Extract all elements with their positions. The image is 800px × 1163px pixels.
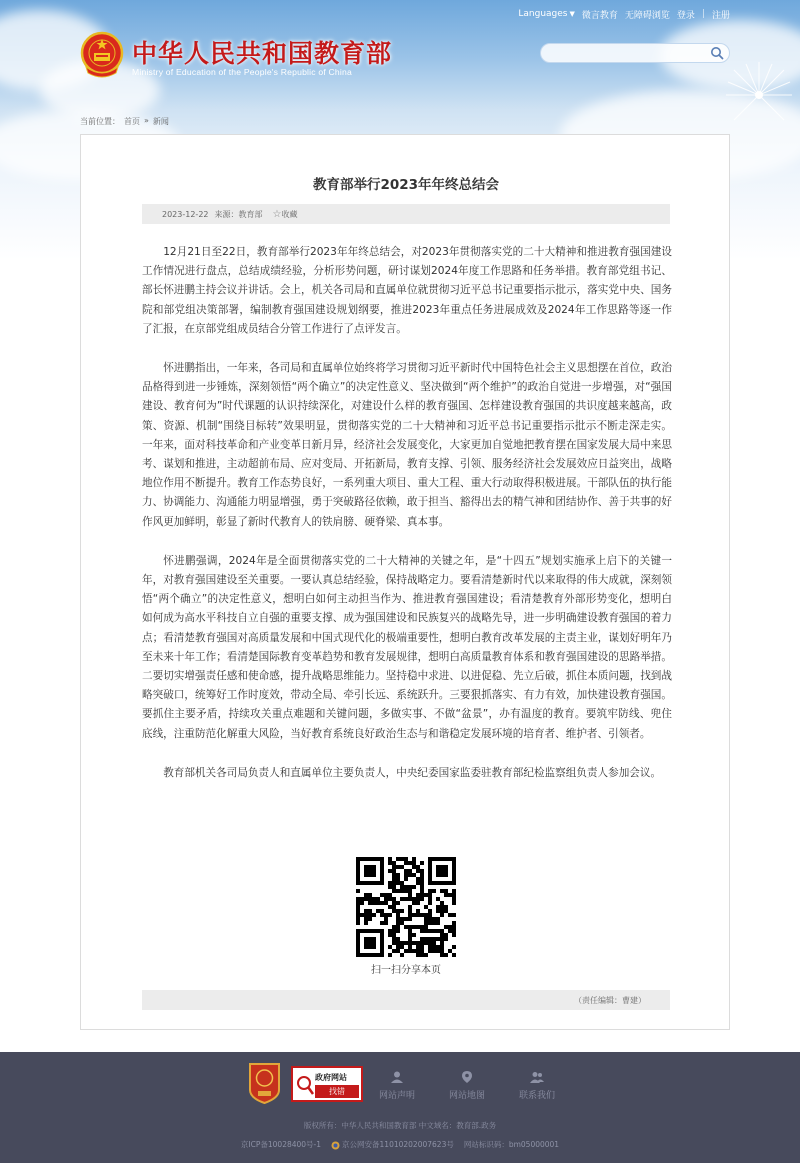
site-title[interactable]: 中华人民共和国教育部 xyxy=(132,39,393,68)
location-pin-icon xyxy=(460,1070,474,1084)
search-icon[interactable] xyxy=(710,46,724,60)
gov-site-label: 政府网站 xyxy=(315,1073,347,1082)
qr-caption: 扫一扫分享本页 xyxy=(371,965,441,976)
article-card xyxy=(80,134,730,1030)
search-box xyxy=(540,43,730,63)
party-government-badge-icon[interactable] xyxy=(248,1062,281,1104)
breadcrumb xyxy=(80,116,169,127)
site-id: 网站标识码：bm05000001 xyxy=(463,1140,560,1149)
search-input[interactable] xyxy=(549,46,709,60)
footer-nav-statement[interactable]: 网站声明 xyxy=(367,1070,427,1101)
responsible-editor: （责任编辑：曹建） xyxy=(574,995,646,1005)
police-badge-icon xyxy=(331,1141,340,1150)
site-subtitle: Ministry of Education of the People's Republic of China xyxy=(132,67,352,77)
article-source: 来源：教育部 xyxy=(214,209,263,219)
footer-registration xyxy=(0,1139,800,1150)
article-paragraph: 怀进鹏强调，2024年是全面贯彻落实党的二十大精神的关键之年，是“十四五”规划实施承上启下的关键一年，对教育强国建设至关重要。一要认真总结经验，保持战略定力。要看清楚新时代以来取得的伟大成就，深刻领悟“两个确立”的决定性意义，想明白如何主动担当作为、推进教育强国建设；看清楚教育外部形势变化，想明白如何成为高水平科技自立自强的重要支撑、成为强国建设和民族复兴的战略先导，进一步明确建设教育强国的着力点；看清楚教育强国对高质量发展和中国式现代化的极端重要性，想明白教育改革发展的主责主业，谋划好明年乃至未来十年工作；看清楚国际教育变革趋势和教育发展规律，想明白高质量教育体系和教育强国建设的思路举措。二要切实增强责任感和使命感，提升战略思维能力。坚持稳中求进、以进促稳、先立后破，抓住本质问题，找到战略突破口，统筹好工作时度效，带动全局、牵引长远、系统跃升。三要狠抓落实、有力有效，加快建设教育强国。要抓住主要矛盾，持续攻关重点难题和关键问题，多做实事、不做“盆景”，办有温度的教育。要筑牢防线、兜住底线，注重防范化解重大风险，当好教育系统良好政治生态与和谐稳定发展环境的培育者、维护者、引领者。 xyxy=(142,554,672,740)
article-paragraph: 12月21日至22日，教育部举行2023年年终总结会，对2023年贯彻落实党的二十大精神和推进教育强国建设工作情况进行盘点，总结成绩经验，分析形势问题，研讨谋划2024年度工作思路和任务举措。教育部党组书记、部长怀进鹏主持会议并讲话。会上，机关各司局和直属单位就贯彻习近平总书记重要指示批示，落实党中央、国务院和部党组决策部署，编制教育强国建设规划纲要，推进2023年重点任务进展成效及2024年工作思路等逐一作了汇报，在京部党组成员结合分管工作进行了点评发言。 xyxy=(142,246,672,335)
gov-site-error-button[interactable] xyxy=(291,1066,363,1102)
icp-link[interactable]: 京ICP备10028400号-1 xyxy=(240,1140,322,1149)
article-date: 2023-12-22 xyxy=(162,209,209,219)
divider: | xyxy=(701,9,705,19)
breadcrumb-home[interactable]: 首页 xyxy=(124,117,140,126)
article-paragraph: 怀进鹏指出，一年来，各司局和直属单位始终将学习贯彻习近平新时代中国特色社会主义思想摆在首位，政治品格得到进一步锤炼，深刻领悟“两个确立”的决定性意义、坚决做到“两个维护”的政治自觉进一步增强，对“强国建设、教育何为”时代课题的认识持续深化，对建设什么样的教育强国、怎样建设教育强国的共识度越来越高，政策、资源、机制“围绕目标转”效果明显，贯彻落实党的二十大精神和习近平总书记重要指示批示不断走深走实。一年来，面对科技革命和产业变革日新月异，经济社会发展变化，大家更加自觉地把教育摆在国家发展大局中来思考、谋划和推进，主动超前布局、应对变局、开拓新局，教育支撑、引领、服务经济社会发展效应日益突出，战略地位作用不断提升。教育工作态势良好，一系列重大项目、重大工程、重大行动取得积极进展。干部队伍的执行能力、协调能力、沟通能力明显增强，勇于突破路径依赖，敢于担当、豁得出去的精气神和团结协作、善于共事的好作风更加鲜明，彰显了新时代教育人的铁肩膀、硬脊梁、真本事。 xyxy=(142,362,672,528)
qr-share xyxy=(356,857,456,976)
footer xyxy=(0,1052,800,1163)
star-icon: ☆ xyxy=(272,208,282,220)
breadcrumb-current[interactable]: 新闻 xyxy=(152,117,169,126)
article-body xyxy=(142,243,672,803)
article-title: 教育部举行2023年年终总结会 xyxy=(312,177,500,193)
find-error-label: 找错 xyxy=(315,1085,359,1098)
footer-copyright: 版权所有：中华人民共和国教育部 中文域名：教育部.政务 xyxy=(303,1121,497,1130)
languages-menu[interactable]: Languages ▼ xyxy=(518,9,575,19)
favorite-button[interactable]: ☆收藏 xyxy=(272,208,298,220)
police-record-link[interactable]: 京公网安备11010202007623号 xyxy=(331,1139,454,1150)
editor-bar xyxy=(142,990,670,1010)
user-icon xyxy=(390,1070,404,1084)
qr-code-icon xyxy=(356,857,456,957)
dandelion-decoration xyxy=(724,60,794,130)
breadcrumb-label: 当前位置： xyxy=(80,117,120,126)
footer-nav-contact[interactable]: 联系我们 xyxy=(507,1070,567,1101)
article-meta-bar xyxy=(142,204,670,224)
footer-nav-sitemap[interactable]: 网站地图 xyxy=(437,1070,497,1101)
article-paragraph: 教育部机关各司局负责人和直属单位主要负责人，中央纪委国家监委驻教育部纪检监察组负责人参加会议。 xyxy=(163,766,662,779)
national-emblem-icon[interactable] xyxy=(80,31,124,78)
breadcrumb-separator: » xyxy=(144,116,149,125)
login-link[interactable]: 登录 xyxy=(676,10,695,21)
register-link[interactable]: 注册 xyxy=(711,10,730,21)
chevron-down-icon: ▼ xyxy=(569,10,575,18)
accessibility-link[interactable]: 无障碍浏览 xyxy=(624,10,670,21)
contacts-icon xyxy=(530,1070,544,1084)
magnifier-icon xyxy=(296,1074,314,1096)
weibo-link[interactable]: 微言教育 xyxy=(581,10,618,21)
top-links xyxy=(518,7,730,21)
